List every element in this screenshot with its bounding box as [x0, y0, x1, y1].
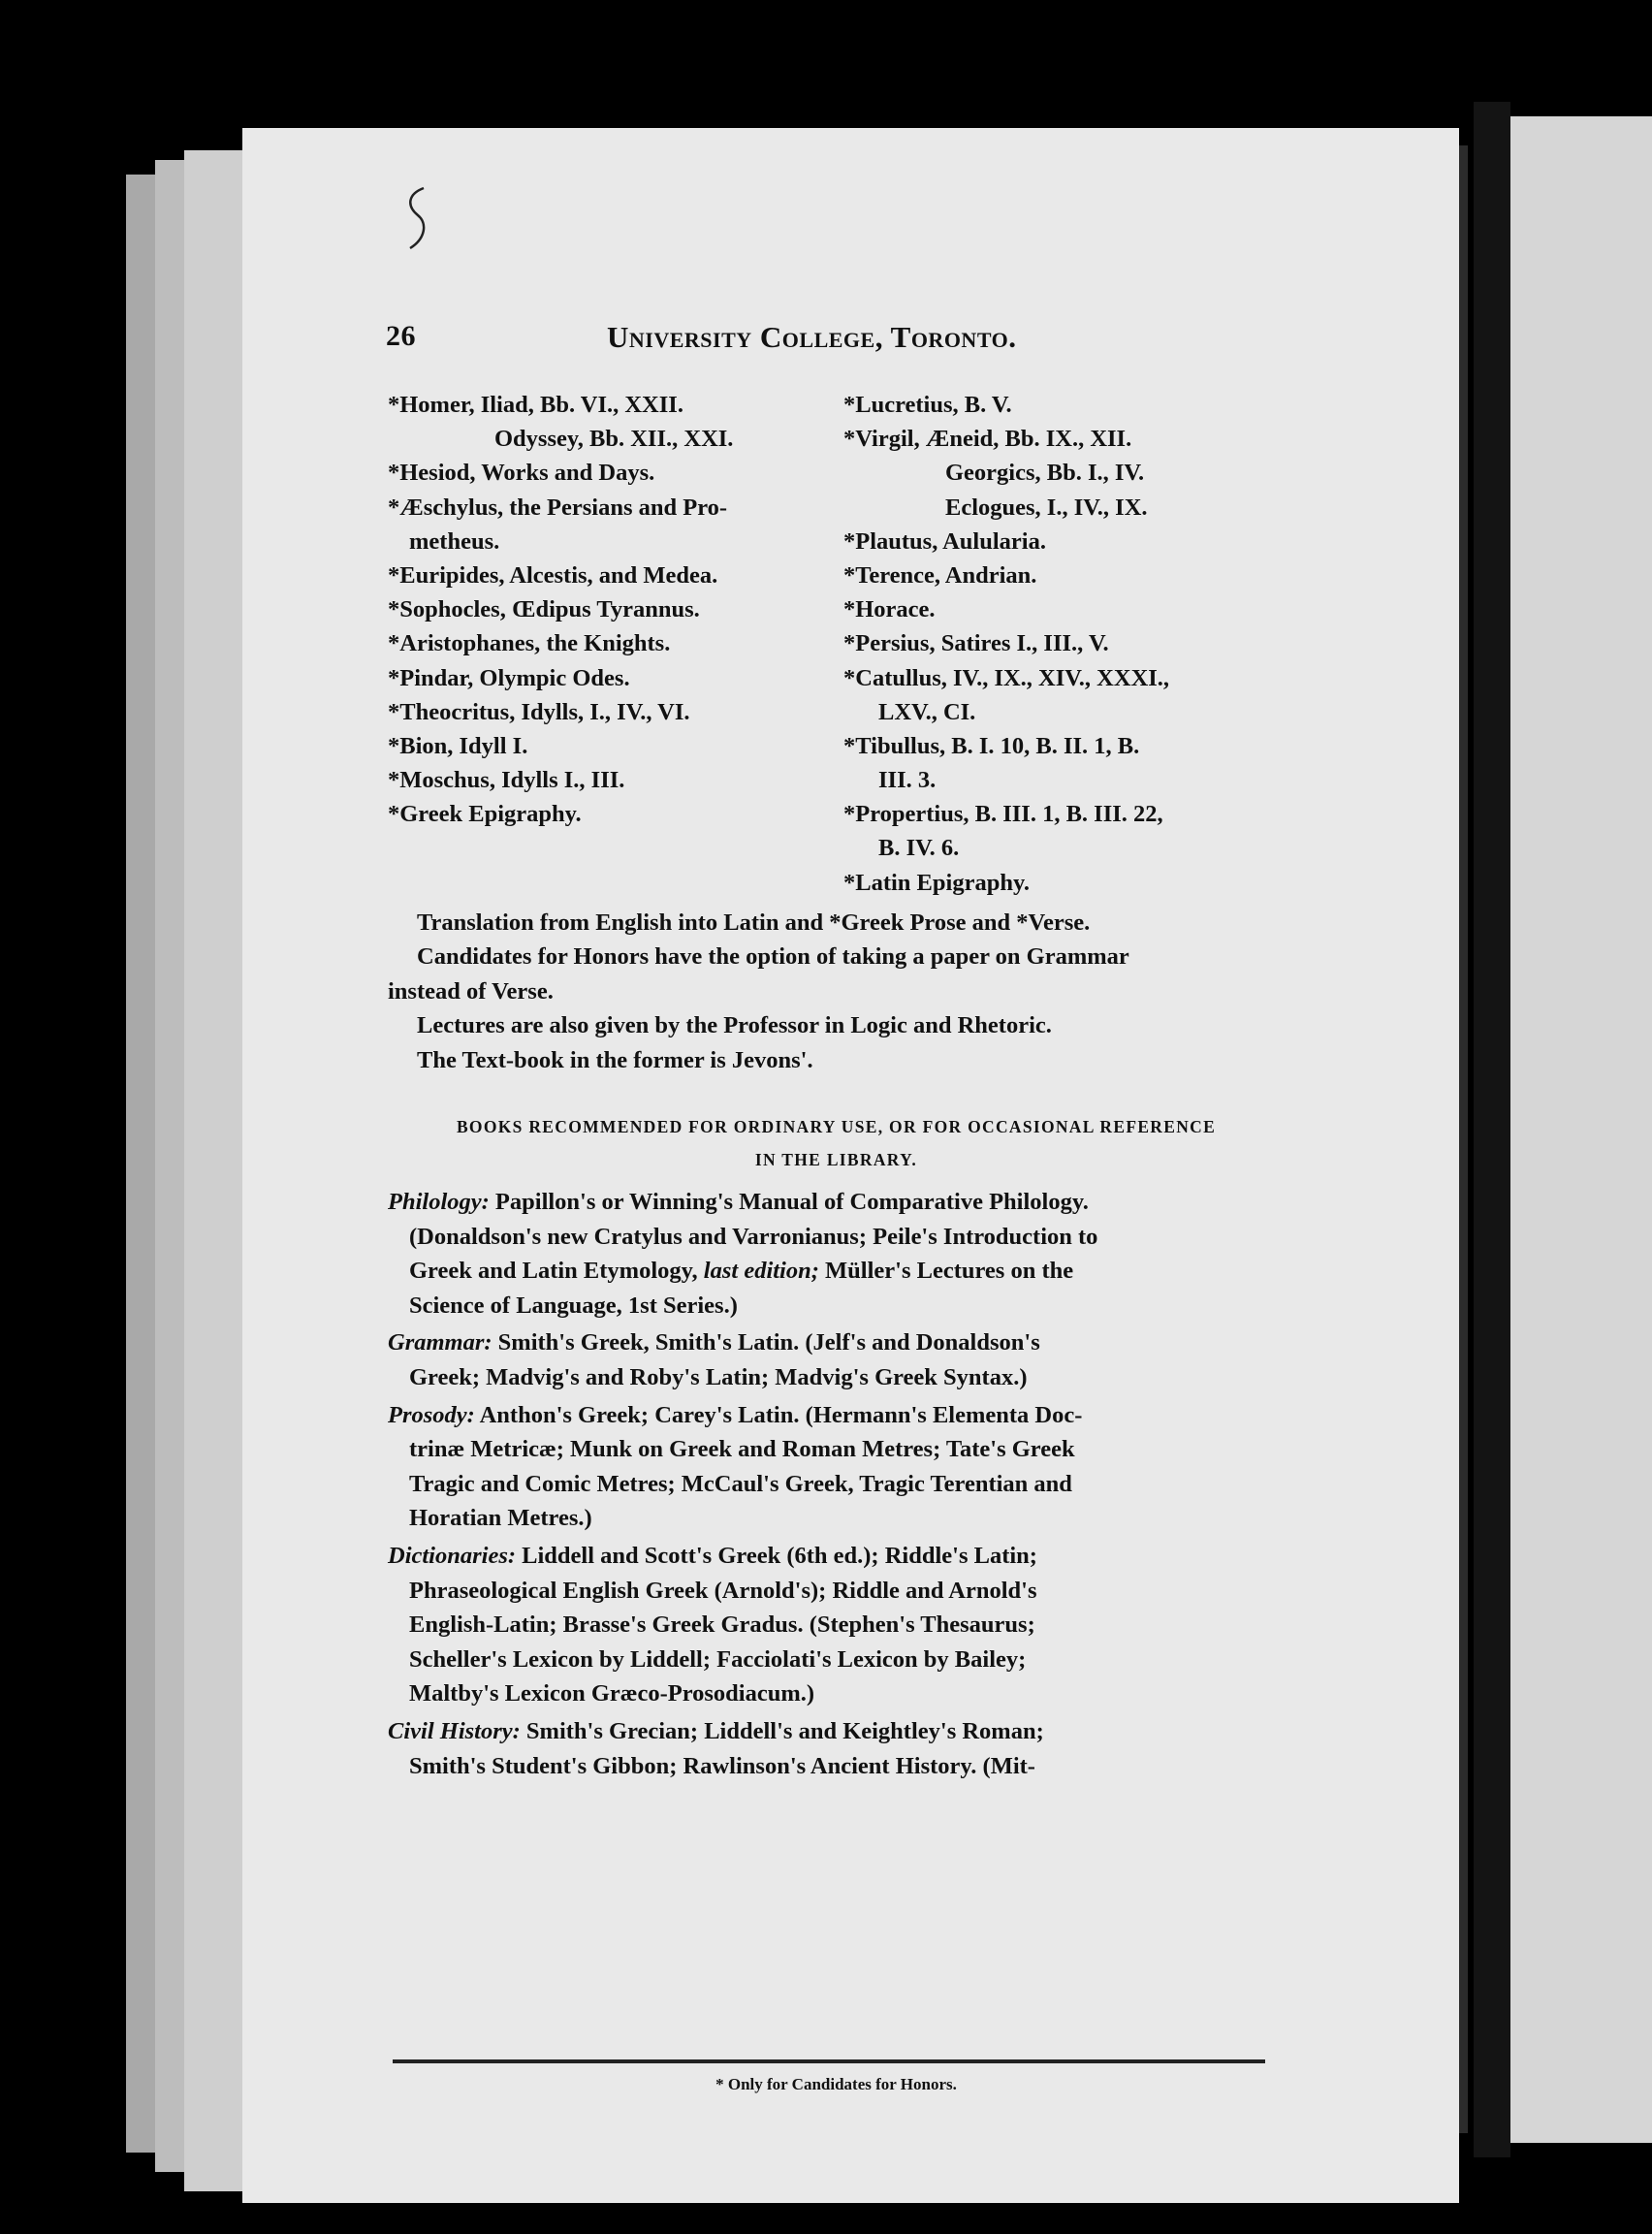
heading-line: IN THE LIBRARY.	[754, 1150, 918, 1169]
list-item: *Moschus, Idylls I., III.	[388, 767, 625, 794]
greek-authors-column	[388, 388, 824, 831]
list-item: *Lucretius, B. V.	[843, 392, 1012, 418]
footnote: * Only for Candidates for Honors.	[715, 2075, 957, 2093]
list-item: *Terence, Andrian.	[843, 561, 1037, 589]
heading-line: BOOKS RECOMMENDED FOR ORDINARY USE, OR FOR OCCASIONAL REFERENCE	[456, 1117, 1217, 1136]
note-line: Candidates for Honors have the option of taking a paper on Grammar	[417, 943, 1129, 971]
category-label: Prosody:	[388, 1401, 475, 1428]
list-item: *Virgil, Æneid, Bb. IX., XII.	[843, 426, 1132, 453]
category-label: Dictionaries:	[388, 1542, 517, 1569]
entry-text: Smith's Greek, Smith's Latin. (Jelf's and Donaldson's	[497, 1329, 1040, 1356]
entry-text: Anthon's Greek; Carey's Latin. (Hermann's Elementa Doc-	[479, 1401, 1083, 1428]
entry-text: Phraseological English Greek (Arnold's); Riddle and Arnold's	[409, 1577, 1037, 1604]
list-item: *Euripides, Alcestis, and Medea.	[388, 561, 718, 589]
facing-page-edge	[1498, 116, 1652, 2143]
list-item: *Homer, Iliad, Bb. VI., XXII.	[388, 392, 683, 418]
list-item: *Persius, Satires I., III., V.	[843, 630, 1109, 657]
list-item: *Plautus, Aulularia.	[843, 527, 1046, 555]
page-number: 26	[386, 320, 416, 352]
list-item: *Hesiod, Works and Days.	[388, 460, 655, 487]
entry-text: Greek; Madvig's and Roby's Latin; Madvig's Greek Syntax.)	[409, 1363, 1028, 1390]
note-line: instead of Verse.	[388, 977, 554, 1005]
list-item: *Catullus, IV., IX., XIV., XXXI.,	[843, 664, 1170, 691]
category-label: Civil History:	[388, 1717, 521, 1744]
list-item: *Tibullus, B. I. 10, B. II. 1, B.	[843, 732, 1140, 759]
entry-text: Maltby's Lexicon Græco-Prosodiacum.)	[409, 1680, 815, 1707]
list-item: *Theocritus, Idylls, I., IV., VI.	[388, 698, 690, 725]
list-item: *Latin Epigraphy.	[843, 869, 1030, 896]
category-label: Grammar:	[388, 1329, 492, 1356]
list-item: *Æschylus, the Persians and Pro-	[388, 494, 728, 521]
book-spine	[1474, 102, 1510, 2157]
entry-text: Papillon's or Winning's Manual of Comparative Philology.	[494, 1189, 1089, 1215]
footnote-rule	[393, 2059, 1265, 2063]
entry-text: Scheller's Lexicon by Liddell; Facciolati's Lexicon by Bailey;	[409, 1645, 1027, 1673]
entry-text-part: Müller's Lectures on the	[818, 1258, 1074, 1285]
note-line: Translation from English into Latin and *Greek Prose and *Verse.	[417, 910, 1091, 936]
list-item: *Greek Epigraphy.	[388, 801, 582, 828]
category-label: Philology:	[388, 1189, 490, 1215]
list-item: B. IV. 6.	[878, 835, 960, 862]
list-item: III. 3.	[878, 767, 937, 794]
entry-text-part: Greek and Latin Etymology,	[409, 1258, 704, 1285]
grammar-entry	[388, 1325, 1285, 1360]
page-header	[386, 320, 1258, 363]
entry-text: Horatian Metres.)	[409, 1505, 592, 1532]
note-line: Lectures are also given by the Professor in Logic and Rhetoric.	[417, 1012, 1052, 1039]
entry-text: Science of Language, 1st Series.)	[409, 1292, 738, 1319]
list-item: *Aristophanes, the Knights.	[388, 630, 671, 657]
list-item: *Bion, Idyll I.	[388, 732, 528, 759]
list-item: metheus.	[409, 527, 500, 555]
entry-text: Smith's Student's Gibbon; Rawlinson's Ancient History. (Mit-	[409, 1752, 1035, 1779]
references-list	[388, 1185, 1285, 1783]
entry-text: Liddell and Scott's Greek (6th ed.); Riddle's Latin;	[522, 1542, 1037, 1569]
entry-text	[388, 1254, 1285, 1289]
list-item: Odyssey, Bb. XII., XXI.	[494, 426, 734, 453]
list-item: *Horace.	[843, 596, 936, 623]
prosody-entry	[388, 1398, 1285, 1433]
running-title: University College, Toronto.	[607, 320, 1017, 354]
entry-text: Smith's Grecian; Liddell's and Keightley's Roman;	[525, 1717, 1044, 1744]
entry-text: trinæ Metricæ; Munk on Greek and Roman Metres; Tate's Greek	[409, 1436, 1075, 1463]
entry-text: (Donaldson's new Cratylus and Varronianus; Peile's Introduction to	[409, 1223, 1098, 1250]
note-line: The Text-book in the former is Jevons'.	[417, 1046, 813, 1073]
notes-paragraphs	[388, 906, 1285, 1077]
pencil-mark-icon	[402, 184, 431, 252]
entry-text: English-Latin; Brasse's Greek Gradus. (Stephen's Thesaurus;	[409, 1612, 1035, 1639]
list-item: Eclogues, I., IV., IX.	[945, 494, 1148, 521]
italic-phrase: last edition;	[703, 1258, 819, 1285]
dictionaries-entry	[388, 1539, 1285, 1574]
civil-history-entry	[388, 1714, 1285, 1749]
list-item: *Pindar, Olympic Odes.	[388, 664, 630, 691]
entry-text: Tragic and Comic Metres; McCaul's Greek, Tragic Terentian and	[409, 1470, 1072, 1497]
stacked-page-edges	[116, 145, 262, 2211]
latin-authors-column	[843, 388, 1289, 900]
philology-entry	[388, 1185, 1285, 1220]
list-item: Georgics, Bb. I., IV.	[945, 460, 1145, 487]
list-item: *Propertius, B. III. 1, B. III. 22,	[843, 801, 1163, 828]
list-item: *Sophocles, Œdipus Tyrannus.	[388, 596, 700, 623]
list-item: LXV., CI.	[878, 698, 976, 725]
section-heading	[388, 1110, 1285, 1176]
